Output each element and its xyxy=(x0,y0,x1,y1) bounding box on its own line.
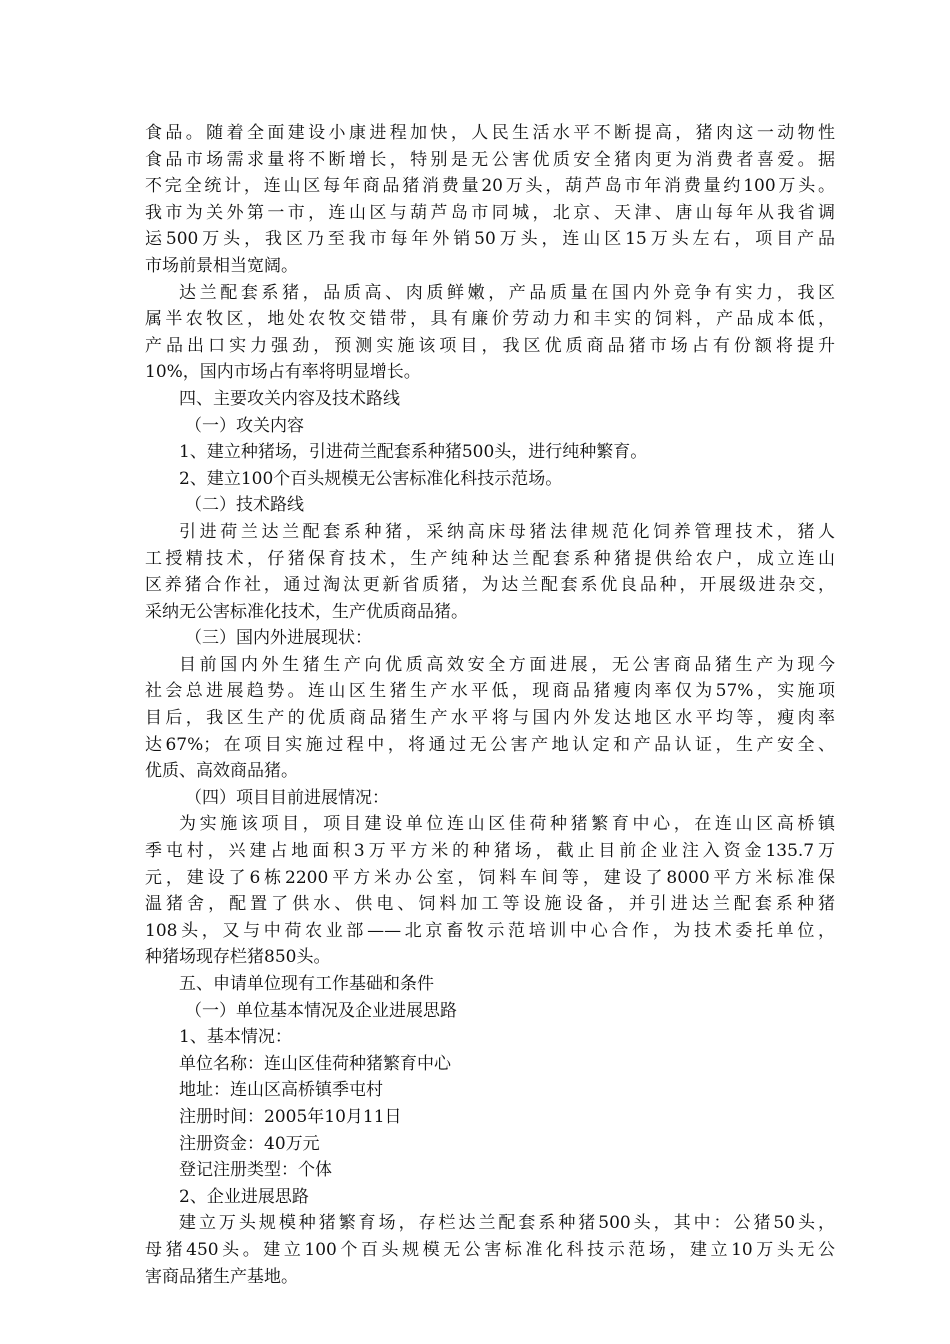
text-line: 母猪450头。建立100个百头规模无公害标准化科技示范场，建立10万头无公 xyxy=(145,1239,835,1260)
text-line: 建立万头规模种猪繁育场，存栏达兰配套系种猪500头，其中：公猪50头， xyxy=(179,1213,835,1234)
text-line: 属半农牧区，地处农牧交错带，具有廉价劳动力和丰实的饲料，产品成本低， xyxy=(145,309,835,330)
text-line: 种猪场现存栏猪850头。 xyxy=(145,947,331,968)
text-line: 四、主要攻关内容及技术路线 xyxy=(179,388,400,409)
text-line: 为实施该项目，项目建设单位连山区佳荷种猪繁育中心，在连山区高桥镇 xyxy=(179,814,835,835)
text-line: （一）单位基本情况及企业进展思路 xyxy=(185,1000,457,1021)
text-line: 害商品猪生产基地。 xyxy=(145,1266,298,1287)
text-line: （三）国内外进展现状： xyxy=(185,628,372,649)
text-line: 目后，我区生产的优质商品猪生产水平将与国内外发达地区水平均等，瘦肉率 xyxy=(145,708,835,729)
text-line: 1、基本情况： xyxy=(179,1027,292,1048)
text-line: 我市为关外第一市，连山区与葫芦岛市同城，北京、天津、唐山每年从我省调 xyxy=(145,202,835,223)
text-line: 注册资金：40万元 xyxy=(179,1133,320,1154)
text-line: 注册时间：2005年10月11日 xyxy=(179,1106,402,1127)
text-line: 登记注册类型：个体 xyxy=(179,1160,332,1181)
text-line: 不完全统计，连山区每年商品猪消费量20万头，葫芦岛市年消费量约100万头。 xyxy=(145,176,835,197)
text-line: 五、申请单位现有工作基础和条件 xyxy=(179,974,434,994)
text-line: 达67%；在项目实施过程中，将通过无公害产地认定和产品认证，生产安全、 xyxy=(145,734,835,755)
text-line: 目前国内外生猪生产向优质高效安全方面进展，无公害商品猪生产为现今 xyxy=(179,654,835,675)
text-line: 地址：连山区高桥镇季屯村 xyxy=(179,1080,383,1101)
text-line: 产品出口实力强劲，预测实施该项目，我区优质商品猪市场占有份额将提升 xyxy=(145,335,835,356)
text-line: （一）攻关内容 xyxy=(185,415,304,436)
document-page xyxy=(145,120,835,1290)
text-line: 季屯村，兴建占地面积3万平方米的种猪场，截止目前企业注入资金135.7万 xyxy=(145,841,835,862)
text-line: 优质、高效商品猪。 xyxy=(145,761,298,782)
text-line: 食品。随着全面建设小康进程加快，人民生活水平不断提高，猪肉这一动物性 xyxy=(145,123,835,143)
text-line: （二）技术路线 xyxy=(185,495,304,516)
text-line: 元，建设了6栋2200平方米办公室，饲料车间等，建设了8000平方米标准保 xyxy=(145,867,835,888)
text-line: 社会总进展趋势。连山区生猪生产水平低，现商品猪瘦肉率仅为57%，实施项 xyxy=(145,681,835,702)
text-line: 2、企业进展思路 xyxy=(179,1186,309,1207)
text-line: 单位名称：连山区佳荷种猪繁育中心 xyxy=(179,1053,451,1074)
text-line: （四）项目目前进展情况： xyxy=(185,787,389,808)
text-line: 10%，国内市场占有率将明显增长。 xyxy=(145,362,421,383)
text-line: 引进荷兰达兰配套系种猪，采纳高床母猪法律规范化饲养管理技术，猪人 xyxy=(179,521,835,542)
text-line: 达兰配套系猪，品质高、肉质鲜嫩，产品质量在国内外竞争有实力，我区 xyxy=(179,282,835,303)
text-line: 区养猪合作社，通过淘汰更新省质猪，为达兰配套系优良品种，开展级进杂交， xyxy=(145,575,835,596)
text-line: 温猪舍，配置了供水、供电、饲料加工等设施设备，并引进达兰配套系种猪 xyxy=(145,894,835,915)
text-line: 2、建立100个百头规模无公害标准化科技示范场。 xyxy=(179,468,563,489)
text-line: 108头，又与中荷农业部——北京畜牧示范培训中心合作，为技术委托单位， xyxy=(145,920,835,941)
text-line: 食品市场需求量将不断增长，特别是无公害优质安全猪肉更为消费者喜爱。据 xyxy=(145,149,835,170)
text-line: 工授精技术，仔猪保育技术，生产纯种达兰配套系种猪提供给农户，成立连山 xyxy=(145,548,835,569)
text-line: 运500万头，我区乃至我市每年外销50万头，连山区15万头左右，项目产品 xyxy=(145,229,835,250)
text-line: 市场前景相当宽阔。 xyxy=(145,255,298,276)
text-line: 采纳无公害标准化技术，生产优质商品猪。 xyxy=(145,601,468,622)
text-line: 1、建立种猪场，引进荷兰配套系种猪500头，进行纯种繁育。 xyxy=(179,442,648,463)
